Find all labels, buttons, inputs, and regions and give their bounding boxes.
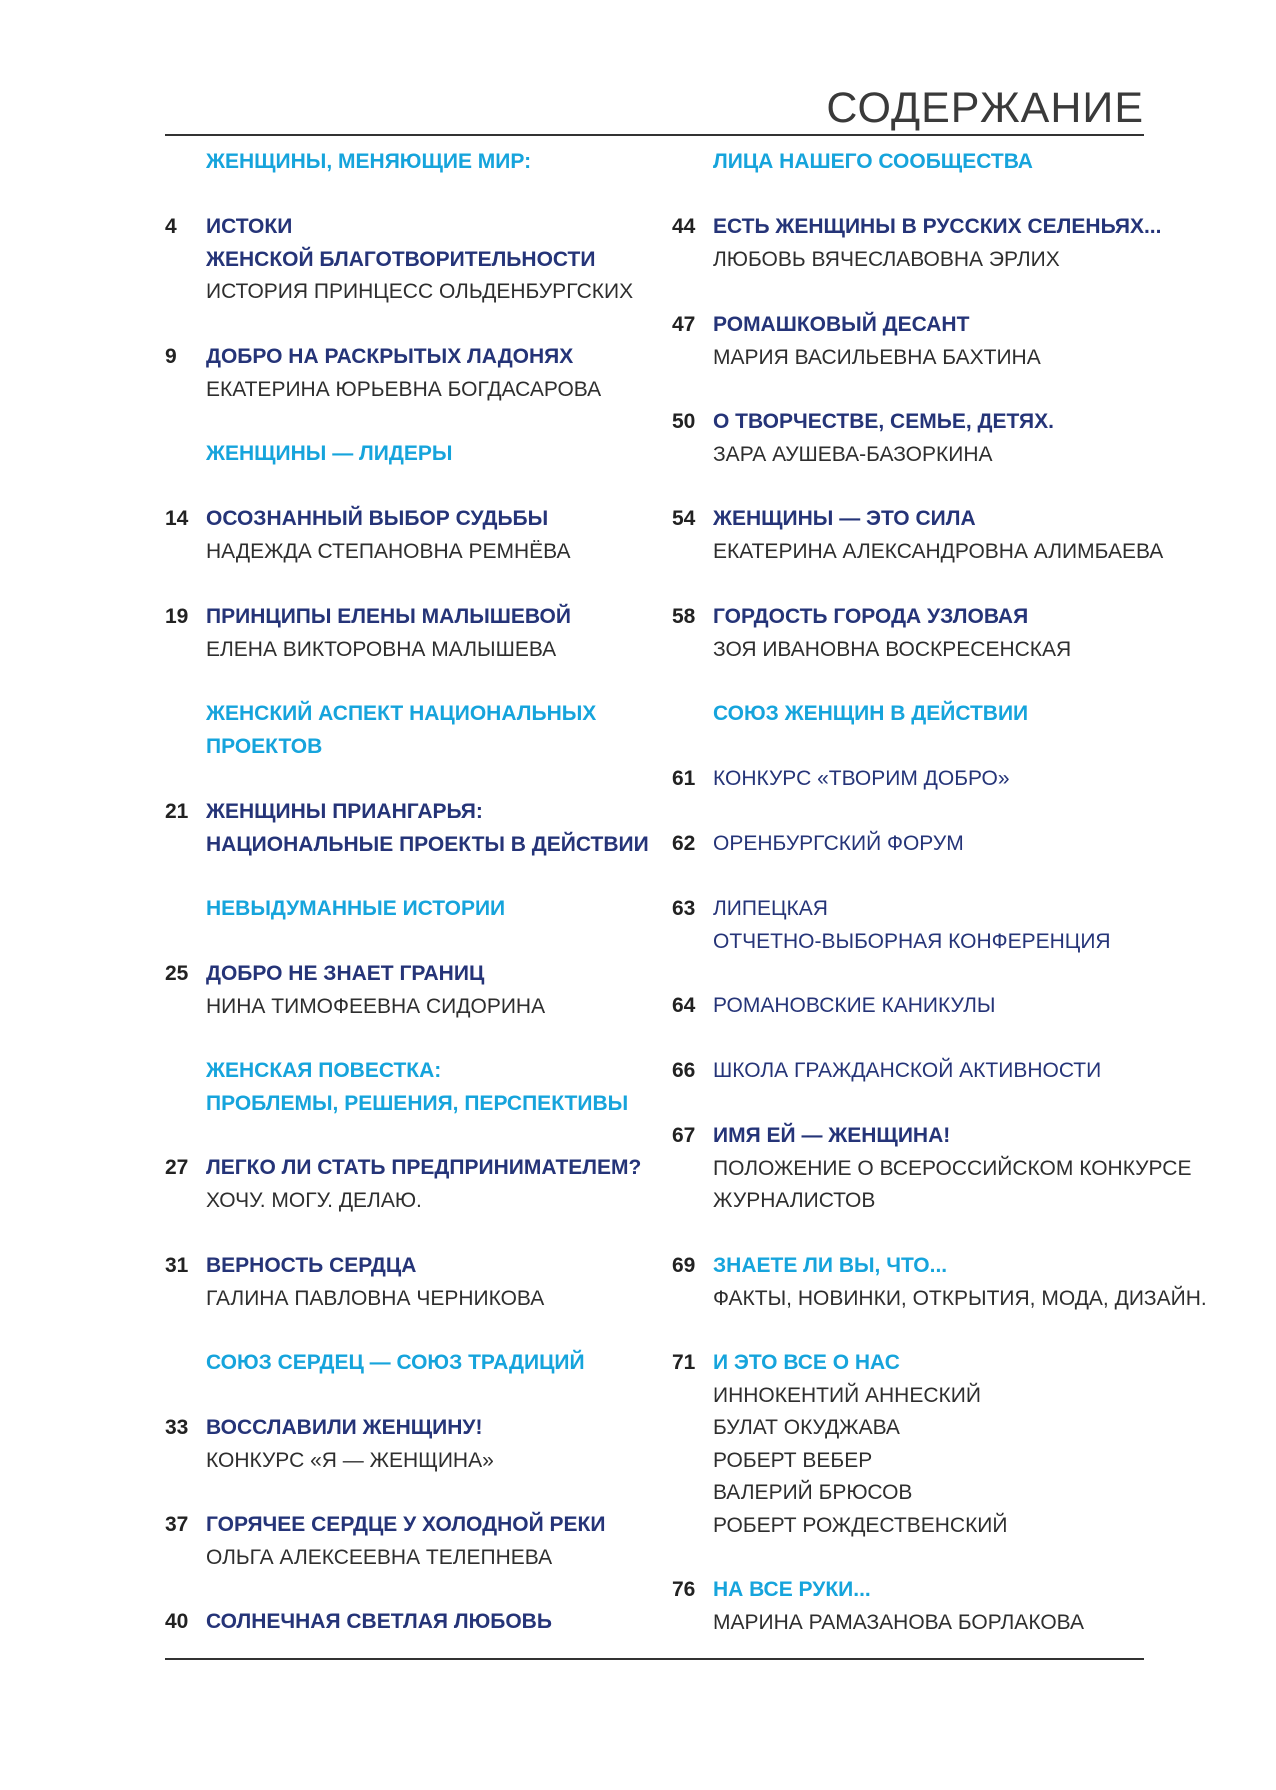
section-heading: НЕВЫДУМАННЫЕ ИСТОРИИ bbox=[206, 897, 506, 920]
page-number: 19 bbox=[165, 605, 189, 628]
toc-entry-title: ОСОЗНАННЫЙ ВЫБОР СУДЬБЫ bbox=[206, 507, 549, 530]
toc-entry-title: ЖЕНСКОЙ БЛАГОТВОРИТЕЛЬНОСТИ bbox=[206, 247, 596, 271]
toc-entry-title: ГОРЯЧЕЕ СЕРДЦЕ У ХОЛОДНОЙ РЕКИ bbox=[206, 1513, 606, 1536]
section-heading: ПРОЕКТОВ bbox=[206, 734, 323, 758]
toc-entry-title: ОТЧЕТНО-ВЫБОРНАЯ КОНФЕРЕНЦИЯ bbox=[713, 929, 1111, 953]
toc-entry-subtitle: ХОЧУ. МОГУ. ДЕЛАЮ. bbox=[206, 1188, 422, 1212]
toc-entry-subtitle: ЗАРА АУШЕВА-БАЗОРКИНА bbox=[713, 442, 993, 466]
toc-entry-subtitle: ГАЛИНА ПАВЛОВНА ЧЕРНИКОВА bbox=[206, 1286, 545, 1310]
page-title: СОДЕРЖАНИЕ bbox=[826, 84, 1144, 132]
toc-entry-title: ЕСТЬ ЖЕНЩИНЫ В РУССКИХ СЕЛЕНЬЯХ... bbox=[713, 215, 1162, 238]
toc-entry-subtitle: ОЛЬГА АЛЕКСЕЕВНА ТЕЛЕПНЕВА bbox=[206, 1545, 553, 1569]
section-heading: НА ВСЕ РУКИ... bbox=[713, 1578, 871, 1601]
page-number: 54 bbox=[672, 507, 696, 530]
section-heading: ЖЕНСКАЯ ПОВЕСТКА: bbox=[206, 1059, 442, 1082]
toc-entry-title: ДОБРО НЕ ЗНАЕТ ГРАНИЦ bbox=[206, 962, 485, 985]
toc-entry-title: ДОБРО НА РАСКРЫТЫХ ЛАДОНЯХ bbox=[206, 345, 574, 368]
toc-entry-subtitle: РОБЕРТ ВЕБЕР bbox=[713, 1448, 873, 1472]
page-number: 67 bbox=[672, 1124, 696, 1147]
toc-entry-subtitle: ЖУРНАЛИСТОВ bbox=[713, 1189, 876, 1212]
toc-entry-title: ЖЕНЩИНЫ ПРИАНГАРЬЯ: bbox=[206, 800, 483, 823]
page-number: 25 bbox=[165, 962, 189, 985]
page-number: 21 bbox=[165, 800, 189, 823]
toc-entry-subtitle: ПОЛОЖЕНИЕ О ВСЕРОССИЙСКОМ КОНКУРСЕ bbox=[713, 1156, 1192, 1180]
bottom-rule bbox=[165, 1658, 1144, 1660]
section-heading: ЖЕНЩИНЫ — ЛИДЕРЫ bbox=[206, 442, 453, 465]
toc-entry-subtitle: НАДЕЖДА СТЕПАНОВНА РЕМНЁВА bbox=[206, 539, 571, 563]
toc-entry-subtitle: ЕКАТЕРИНА АЛЕКСАНДРОВНА АЛИМБАЕВА bbox=[713, 539, 1164, 563]
page-number: 63 bbox=[672, 897, 696, 920]
toc-entry-subtitle: МАРИЯ ВАСИЛЬЕВНА БАХТИНА bbox=[713, 345, 1041, 369]
page-number: 71 bbox=[672, 1351, 696, 1374]
section-heading: СОЮЗ ЖЕНЩИН В ДЕЙСТВИИ bbox=[713, 702, 1029, 725]
toc-entry-subtitle: КОНКУРС «Я — ЖЕНЩИНА» bbox=[206, 1448, 494, 1472]
toc-entry-title: СОЛНЕЧНАЯ СВЕТЛАЯ ЛЮБОВЬ bbox=[206, 1610, 552, 1633]
toc-entry-title: ОРЕНБУРГСКИЙ ФОРУМ bbox=[713, 832, 964, 855]
toc-entry-subtitle: ЕКАТЕРИНА ЮРЬЕВНА БОГДАСАРОВА bbox=[206, 377, 602, 401]
page-number: 62 bbox=[672, 832, 696, 855]
toc-entry-title: ШКОЛА ГРАЖДАНСКОЙ АКТИВНОСТИ bbox=[713, 1059, 1102, 1082]
page-number: 27 bbox=[165, 1156, 189, 1179]
toc-entry-title: РОМАНОВСКИЕ КАНИКУЛЫ bbox=[713, 994, 996, 1017]
toc-entry-subtitle: МАРИНА РАМАЗАНОВА БОРЛАКОВА bbox=[713, 1610, 1084, 1634]
toc-entry-subtitle: БУЛАТ ОКУДЖАВА bbox=[713, 1416, 900, 1439]
toc-entry-title: НАЦИОНАЛЬНЫЕ ПРОЕКТЫ В ДЕЙСТВИИ bbox=[206, 832, 649, 856]
toc-entry-title: ЖЕНЩИНЫ — ЭТО СИЛА bbox=[713, 507, 976, 530]
toc-entry-title: ИМЯ ЕЙ — ЖЕНЩИНА! bbox=[713, 1124, 951, 1147]
page-number: 31 bbox=[165, 1254, 189, 1277]
toc-entry-title: ЛЕГКО ЛИ СТАТЬ ПРЕДПРИНИМАТЕЛЕМ? bbox=[206, 1156, 642, 1179]
toc-entry-title: О ТВОРЧЕСТВЕ, СЕМЬЕ, ДЕТЯХ. bbox=[713, 410, 1054, 433]
page-number: 76 bbox=[672, 1578, 696, 1601]
page-number: 66 bbox=[672, 1059, 696, 1082]
page-number: 58 bbox=[672, 605, 696, 628]
section-heading: И ЭТО ВСЕ О НАС bbox=[713, 1351, 900, 1374]
toc-entry-title: ВЕРНОСТЬ СЕРДЦА bbox=[206, 1254, 417, 1277]
toc-entry-title: ВОССЛАВИЛИ ЖЕНЩИНУ! bbox=[206, 1416, 483, 1439]
toc-entry-subtitle: РОБЕРТ РОЖДЕСТВЕНСКИЙ bbox=[713, 1513, 1008, 1537]
toc-entry-title: ЛИПЕЦКАЯ bbox=[713, 897, 828, 920]
toc-entry-subtitle: ВАЛЕРИЙ БРЮСОВ bbox=[713, 1481, 913, 1504]
page-number: 37 bbox=[165, 1513, 189, 1536]
page-number: 69 bbox=[672, 1254, 696, 1277]
section-heading: ЖЕНСКИЙ АСПЕКТ НАЦИОНАЛЬНЫХ bbox=[206, 702, 597, 725]
page-number: 40 bbox=[165, 1610, 189, 1633]
toc-entry-subtitle: ЗОЯ ИВАНОВНА ВОСКРЕСЕНСКАЯ bbox=[713, 637, 1072, 661]
toc-entry-subtitle: ЛЮБОВЬ ВЯЧЕСЛАВОВНА ЭРЛИХ bbox=[713, 247, 1060, 271]
toc-entry-subtitle: ИСТОРИЯ ПРИНЦЕСС ОЛЬДЕНБУРГСКИХ bbox=[206, 280, 634, 303]
toc-entry-title: РОМАШКОВЫЙ ДЕСАНТ bbox=[713, 313, 970, 336]
toc-entry-title: КОНКУРС «ТВОРИМ ДОБРО» bbox=[713, 767, 1010, 790]
top-rule bbox=[165, 134, 1144, 136]
page-number: 14 bbox=[165, 507, 189, 530]
toc-entry-title: ГОРДОСТЬ ГОРОДА УЗЛОВАЯ bbox=[713, 605, 1029, 628]
toc-entry-title: ПРИНЦИПЫ ЕЛЕНЫ МАЛЫШЕВОЙ bbox=[206, 605, 571, 628]
page-number: 33 bbox=[165, 1416, 189, 1439]
page-number: 61 bbox=[672, 767, 696, 790]
section-heading: СОЮЗ СЕРДЕЦ — СОЮЗ ТРАДИЦИЙ bbox=[206, 1351, 585, 1374]
toc-entry-subtitle: НИНА ТИМОФЕЕВНА СИДОРИНА bbox=[206, 994, 546, 1018]
toc-entry-subtitle: ФАКТЫ, НОВИНКИ, ОТКРЫТИЯ, МОДА, ДИЗАЙН. bbox=[713, 1286, 1207, 1310]
toc-entry-title: ИСТОКИ bbox=[206, 215, 293, 238]
page-number: 44 bbox=[672, 215, 696, 238]
section-heading: ЖЕНЩИНЫ, МЕНЯЮЩИЕ МИР: bbox=[206, 150, 532, 173]
page-number: 50 bbox=[672, 410, 696, 433]
section-heading: ЗНАЕТЕ ЛИ ВЫ, ЧТО... bbox=[713, 1254, 948, 1277]
section-heading: ЛИЦА НАШЕГО СООБЩЕСТВА bbox=[713, 150, 1033, 173]
page-number: 9 bbox=[165, 345, 177, 368]
page-number: 64 bbox=[672, 994, 696, 1017]
toc-entry-subtitle: ЕЛЕНА ВИКТОРОВНА МАЛЫШЕВА bbox=[206, 637, 557, 661]
toc-entry-subtitle: ИННОКЕНТИЙ АННЕСКИЙ bbox=[713, 1383, 981, 1407]
page-number: 4 bbox=[165, 215, 177, 238]
page-number: 47 bbox=[672, 313, 696, 336]
section-heading: ПРОБЛЕМЫ, РЕШЕНИЯ, ПЕРСПЕКТИВЫ bbox=[206, 1091, 629, 1115]
